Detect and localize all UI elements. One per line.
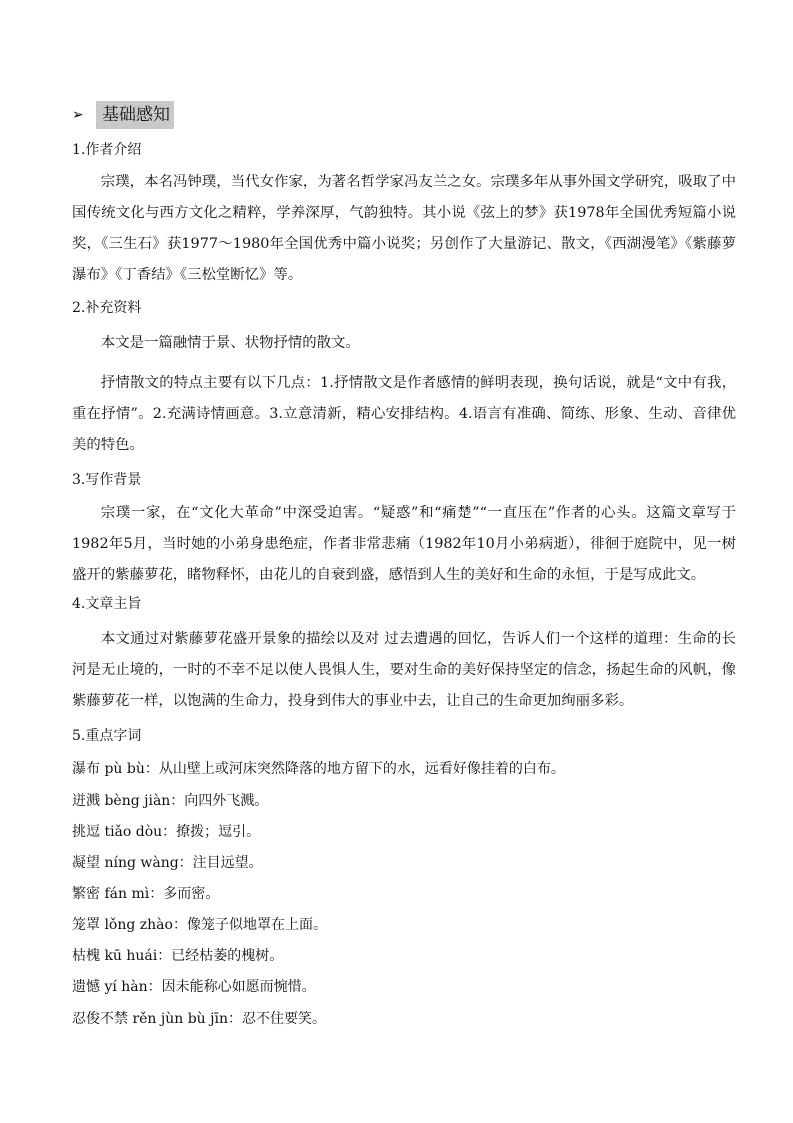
heading-title: 基础感知 [96,101,174,129]
supplement-paragraph-1: 本文是一篇融情于景、状物抒情的散文。 [100,335,360,351]
vocab-item: 繁密 fán mì：多而密。 [72,886,220,902]
vocab-item: 遗憾 yí hàn：因未能称心如愿而惋惜。 [72,979,316,995]
author-paragraph: 宗璞，本名冯钟璞，当代女作家，为著名哲学家冯友兰之女。宗璞多年从事外国文学研究，吸取了中国传统文化与西方文化之精粹，学养深厚，气韵独特。其小说《弦上的梦》获1978年全国优秀短篇小说奖，《三生石》获1977～1980年全国优秀中篇小说奖；另创作了大量游记、散文，《西湖漫笔》《紫藤萝瀑布》《丁香结》《三松堂断忆》等。 [72,174,736,283]
vocab-item: 枯槐 kū huái：已经枯萎的槐树。 [72,948,284,964]
vocab-item: 忍俊不禁 rěn jùn bù jīn：忍不住要笑。 [72,1011,326,1027]
vocab-item: 挑逗 tiǎo dòu：撩拨；逗引。 [72,824,261,840]
supplement-paragraph-2: 抒情散文的特点主要有以下几点：1.抒情散文是作者感情的鲜明表现，换句话说，就是“文中有我，重在抒情”。2.充满诗情画意。3.立意清新，精心安排结构。4.语言有准确、简练、形象、生动、音律优美的特色。 [72,375,736,453]
vocab-item: 笼罩 lǒng zhào：像笼子似地罩在上面。 [72,917,327,933]
section-title-supplement: 2.补充资料 [72,300,142,316]
section-title-background: 3.写作背景 [72,472,142,488]
section-title-vocabulary: 5.重点字词 [72,728,142,744]
arrow-bullet-icon: ➢ [72,107,84,123]
section-title-author: 1.作者介绍 [72,142,142,158]
vocab-item: 凝望 níng wàng：注目远望。 [72,855,263,871]
vocab-item: 迸溅 bèng jiàn：向四外飞溅。 [72,793,269,809]
section-heading [72,101,174,129]
theme-paragraph: 本文通过对紫藤萝花盛开景象的描绘以及对 过去遭遇的回忆，告诉人们一个这样的道理：生命的长河是无止境的，一时的不幸不足以使人畏惧人生，要对生命的美好保持坚定的信念，扬起生命的风帆，像紫藤萝花一样，以饱满的生命力，投身到伟大的事业中去，让自己的生命更加绚丽多彩。 [72,631,736,709]
vocab-item: 瀑布 pù bù：从山壁上或河床突然降落的地方留下的水，远看好像挂着的白布。 [72,761,565,777]
section-title-theme: 4.文章主旨 [72,596,142,612]
background-paragraph: 宗璞一家，在“文化大革命”中深受迫害。“疑惑”和“痛楚”“一直压在”作者的心头。这篇文章写于1982年5月，当时她的小弟身患绝症，作者非常悲痛（1982年10月小弟病逝），徘徊于庭院中，见一树盛开的紫藤萝花，睹物释怀，由花儿的自衰到盛，感悟到人生的美好和生命的永恒，于是写成此文。 [72,505,736,583]
